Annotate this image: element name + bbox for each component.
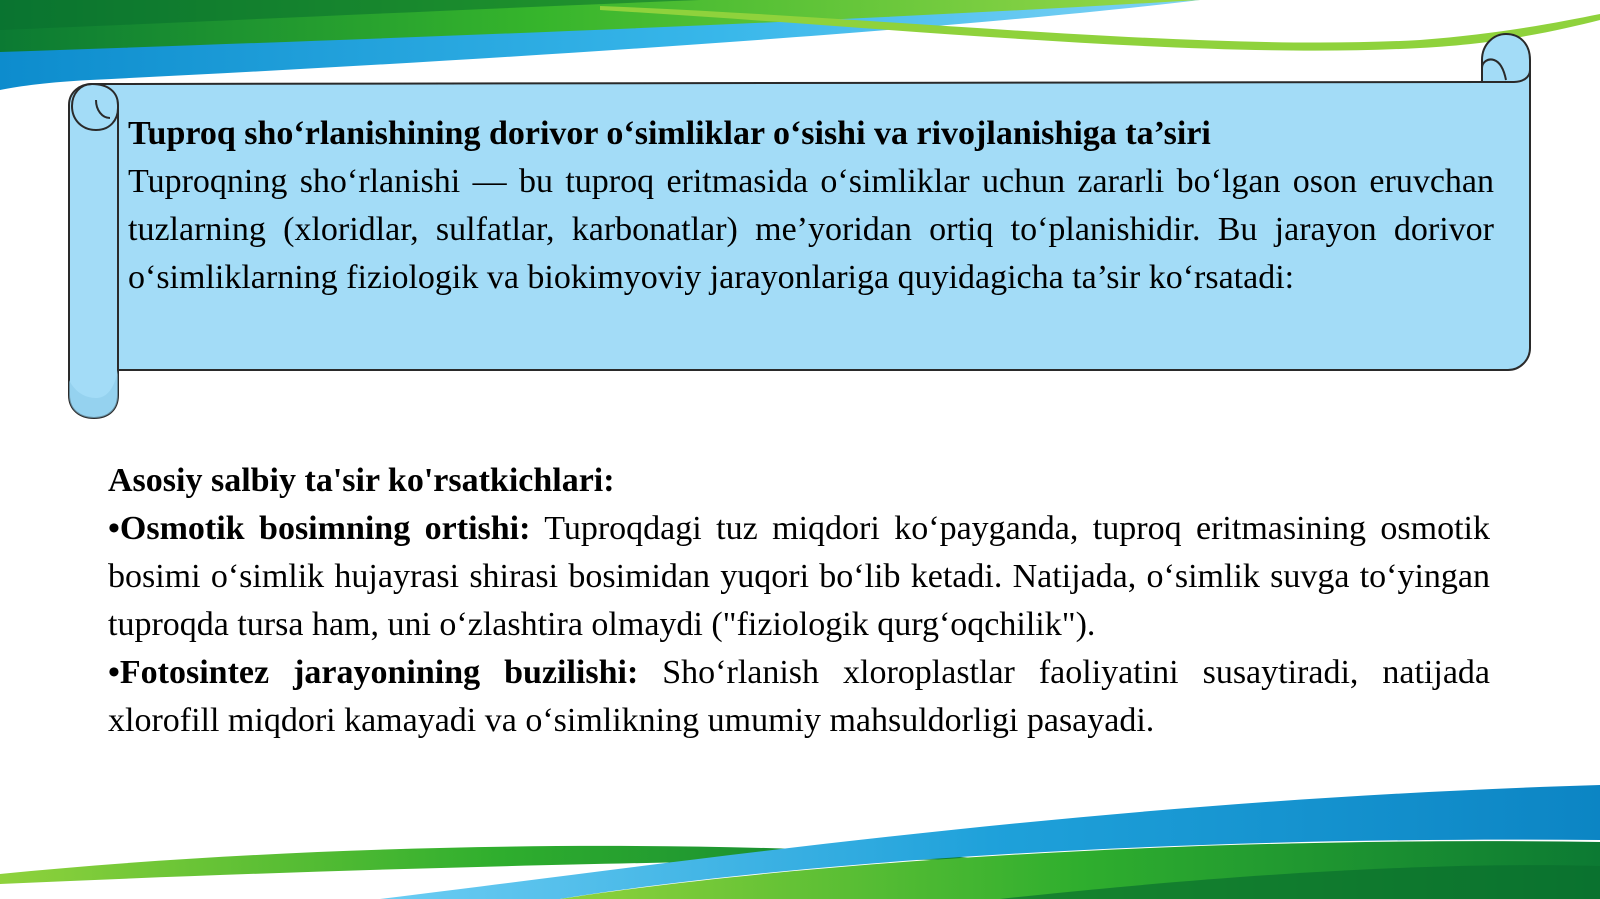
intro-paragraph: Tuproqning sho‘rlanishi — bu tuproq eritmasida o‘simliklar uchun zararli bo‘lgan oson eruvchan tuzlarning (xloridlar, sulfatlar, karbonatlar) me’yoridan ortiq to‘planishidir. Bu jarayon dorivor o‘simliklarning fiziologik va biokimyoviy jarayonlariga quyidagicha ta’sir ko‘rsatadi:	[128, 163, 1494, 296]
section-heading: Asosiy salbiy ta'sir ko'rsatkichlari:	[108, 462, 615, 499]
slide-title: Tuproq sho‘rlanishining dorivor o‘simliklar o‘sishi va rivojlanishiga ta’siri	[128, 115, 1211, 152]
bullet-marker: •	[108, 654, 120, 691]
bullet-text: Tuproqdagi tuz miqdori ko‘payganda, tuproq eritmasining osmotik bosimi o‘simlik hujayrasi shirasi bosimidan yuqori bo‘lib ketadi. Natijada, o‘simlik suvga to‘yingan tuproqda tursa ham, uni o‘zlashtira olmaydi ("fiziologik qurg‘oqchilik").	[108, 510, 1491, 643]
bullet-marker: •	[108, 510, 120, 547]
bullet-term: Osmotik bosimning ortishi:	[119, 510, 531, 547]
scroll-left-roll	[69, 84, 118, 418]
scroll-content	[128, 110, 1494, 302]
bullet-item-photosynthesis	[108, 649, 1490, 745]
scroll-right-roll	[1482, 34, 1530, 82]
bullet-text: Sho‘rlanish xloroplastlar faoliyatini susaytiradi, natijada xlorofill miqdori kamayadi va o‘simlikning umumiy mahsuldorligi pasayadi.	[108, 654, 1490, 739]
bullet-item-osmotic	[108, 505, 1490, 649]
main-content	[108, 457, 1490, 745]
bullet-term: Fotosintez jarayonining buzilishi:	[119, 654, 639, 691]
bottom-waves	[0, 785, 1600, 899]
